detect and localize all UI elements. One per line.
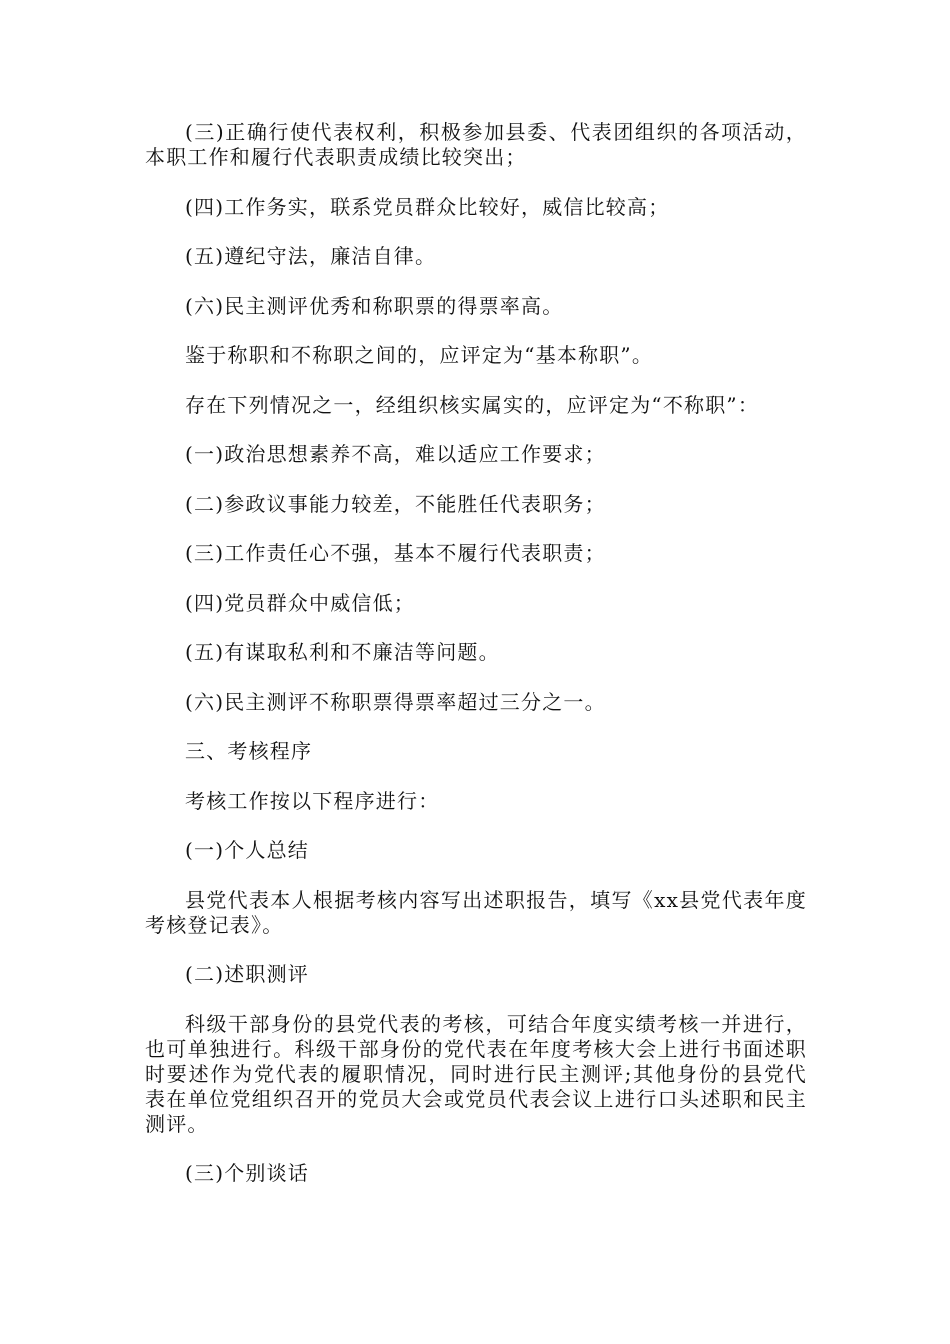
paragraph: (二)参政议事能力较差，不能胜任代表职务； (185, 491, 606, 516)
paragraph: (六)民主测评优秀和称职票的得票率高。 (185, 293, 564, 318)
paragraph: (三)正确行使代表权利，积极参加县委、代表团组织的各项活动，本职工作和履行代表职责成绩比较突出； (145, 120, 807, 169)
paragraph: 县党代表本人根据考核内容写出述职报告，填写《xx县党代表年度考核登记表》。 (145, 887, 807, 937)
subsection-heading: (一)个人总结 (185, 838, 310, 862)
paragraph: 鉴于称职和不称职之间的，应评定为“基本称职”。 (185, 343, 654, 367)
section-heading: 三、考核程序 (185, 739, 313, 763)
paragraph: 科级干部身份的县党代表的考核，可结合年度实绩考核一并进行，也可单独进行。科级干部身份的党代表在年度考核大会上进行书面述职时要述作为党代表的履职情况，同时进行民主测评;其他身份的县党代表在单位党组织召开的党员大会或党员代表会议上进行口头述职和民主测评。 (145, 1011, 807, 1136)
paragraph: (六)民主测评不称职票得票率超过三分之一。 (185, 689, 606, 714)
paragraph: (五)有谋取私利和不廉洁等问题。 (185, 640, 500, 664)
subsection-heading: (二)述职测评 (185, 962, 310, 986)
paragraph: (三)工作责任心不强，基本不履行代表职责； (185, 541, 606, 565)
paragraph: 存在下列情况之一，经组织核实属实的，应评定为“不称职”： (185, 392, 760, 417)
paragraph: (五)遵纪守法，廉洁自律。 (185, 244, 437, 268)
paragraph: (一)政治思想素养不高，难以适应工作要求； (185, 442, 606, 466)
document-body (145, 120, 807, 1211)
paragraph: (四)党员群众中威信低； (185, 590, 416, 615)
paragraph: (四)工作务实，联系党员群众比较好，威信比较高； (185, 194, 670, 219)
paragraph: 考核工作按以下程序进行： (185, 788, 440, 813)
subsection-heading: (三)个别谈话 (185, 1161, 310, 1185)
